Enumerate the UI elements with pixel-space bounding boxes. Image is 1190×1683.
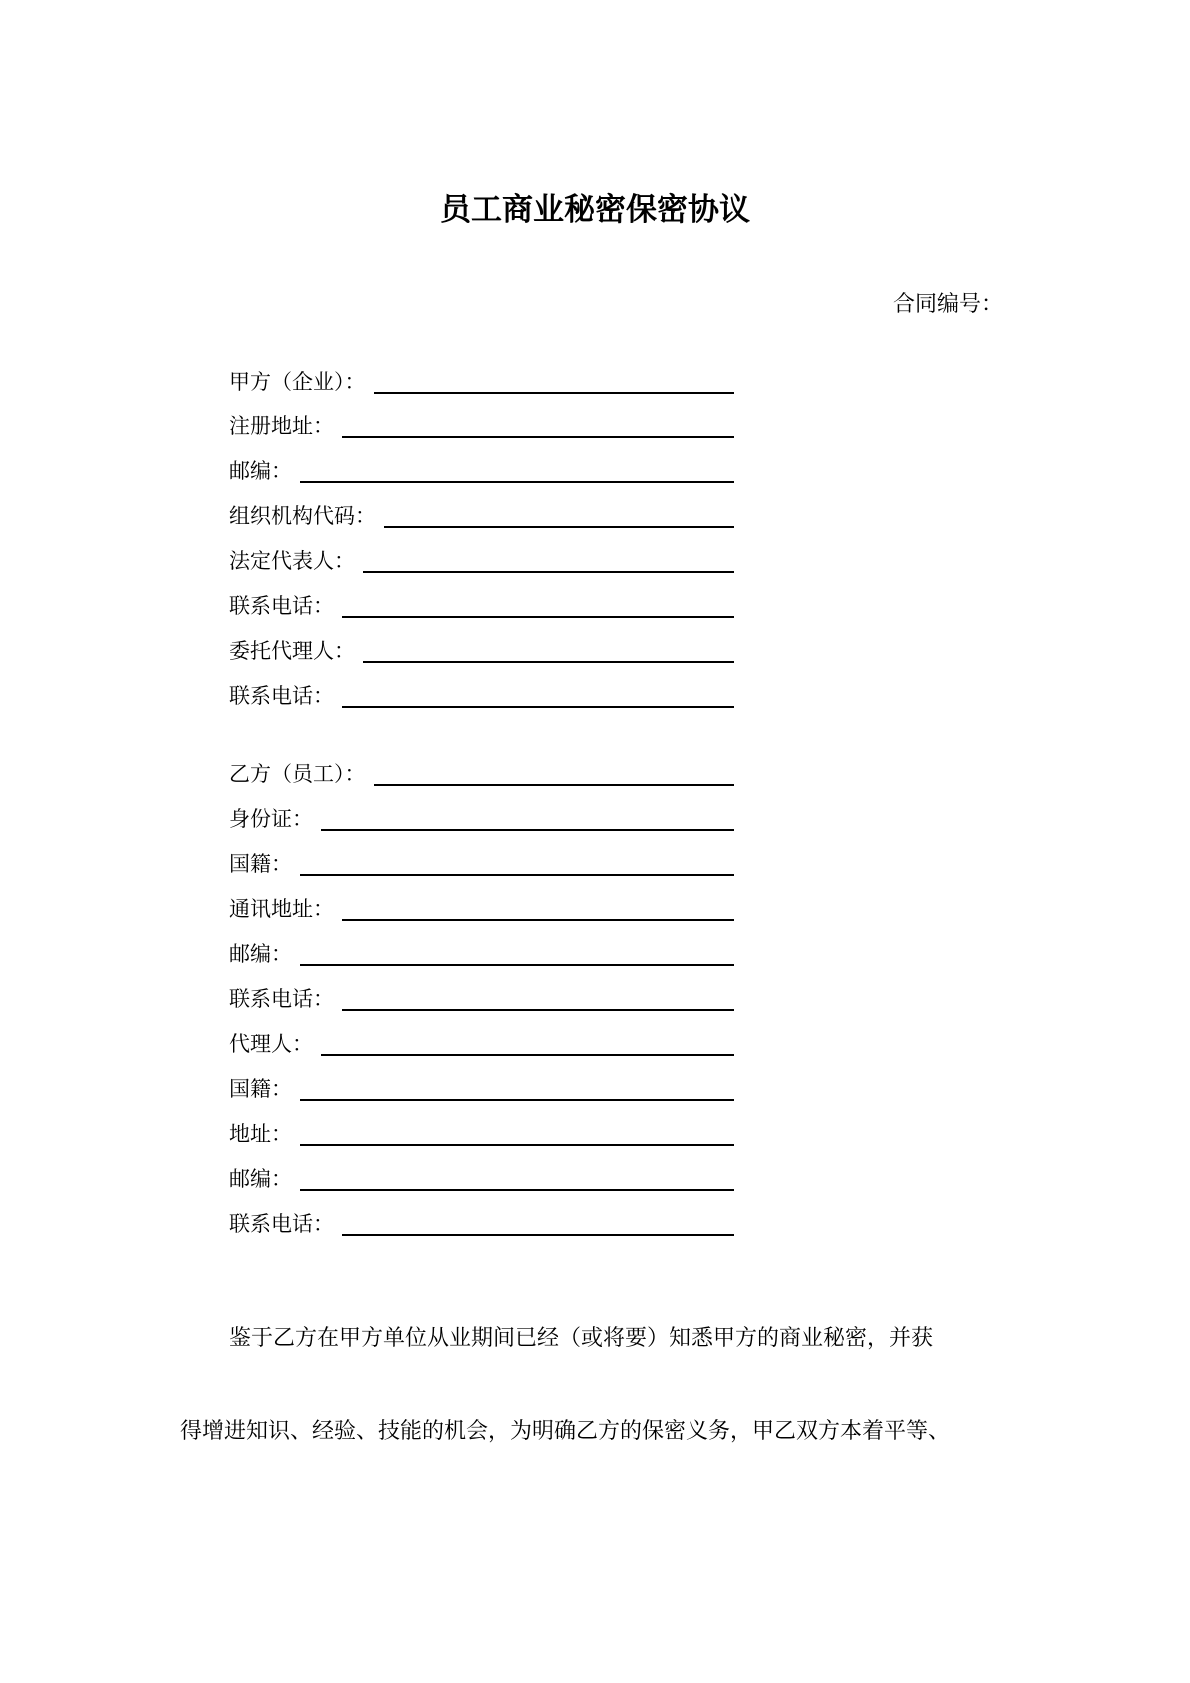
party-b-agent-postcode-blank[interactable] — [300, 1165, 734, 1191]
field-label: 代理人： — [229, 1032, 313, 1056]
field-label: 联系电话： — [229, 987, 334, 1011]
party-a-postcode-blank[interactable] — [300, 457, 734, 483]
field-label: 甲方（企业）： — [229, 370, 366, 394]
party-b-postcode-field — [229, 939, 734, 969]
party-a-registered-address-field — [229, 411, 734, 441]
party-a-org-code-field — [229, 501, 734, 531]
field-label: 注册地址： — [229, 414, 334, 438]
party-b-name-blank[interactable] — [374, 760, 735, 786]
preamble-line-1: 鉴于乙方在甲方单位从业期间已经（或将要）知悉甲方的商业秘密，并获 — [229, 1326, 934, 1351]
field-label: 联系电话： — [229, 1212, 334, 1236]
party-a-agent-phone-blank[interactable] — [342, 682, 734, 708]
party-b-id-card-field — [229, 804, 734, 834]
field-label: 法定代表人： — [229, 549, 355, 573]
field-label: 身份证： — [229, 807, 313, 831]
party-a-phone-field — [229, 591, 734, 621]
party-a-registered-address-blank[interactable] — [342, 412, 734, 438]
party-b-name-field — [229, 759, 734, 789]
party-b-id-card-blank[interactable] — [321, 805, 734, 831]
field-label: 联系电话： — [229, 594, 334, 618]
party-b-agent-postcode-field — [229, 1164, 734, 1194]
field-label: 国籍： — [229, 1077, 292, 1101]
document-title: 员工商业秘密保密协议 — [440, 192, 750, 228]
field-label: 通讯地址： — [229, 897, 334, 921]
field-label: 乙方（员工）： — [229, 762, 366, 786]
party-a-name-field — [229, 367, 734, 397]
party-b-phone-field — [229, 984, 734, 1014]
party-b-mailing-address-field — [229, 894, 734, 924]
party-a-legal-rep-field — [229, 546, 734, 576]
party-b-agent-phone-field — [229, 1209, 734, 1239]
party-a-org-code-blank[interactable] — [384, 502, 734, 528]
field-label: 邮编： — [229, 459, 292, 483]
party-b-postcode-blank[interactable] — [300, 940, 734, 966]
party-a-name-blank[interactable] — [374, 368, 735, 394]
field-label: 委托代理人： — [229, 639, 355, 663]
party-b-mailing-address-blank[interactable] — [342, 895, 734, 921]
party-a-agent-phone-field — [229, 681, 734, 711]
contract-number-label: 合同编号： — [893, 292, 1004, 317]
party-b-agent-blank[interactable] — [321, 1030, 734, 1056]
party-a-agent-field — [229, 636, 734, 666]
party-b-agent-nationality-blank[interactable] — [300, 1075, 734, 1101]
field-label: 地址： — [229, 1122, 292, 1146]
field-label: 组织机构代码： — [229, 504, 376, 528]
field-label: 邮编： — [229, 1167, 292, 1191]
party-a-legal-rep-blank[interactable] — [363, 547, 734, 573]
field-label: 联系电话： — [229, 684, 334, 708]
party-a-agent-blank[interactable] — [363, 637, 734, 663]
party-a-phone-blank[interactable] — [342, 592, 734, 618]
field-label: 国籍： — [229, 852, 292, 876]
party-b-nationality-blank[interactable] — [300, 850, 734, 876]
party-b-agent-address-field — [229, 1119, 734, 1149]
party-b-agent-nationality-field — [229, 1074, 734, 1104]
party-b-agent-address-blank[interactable] — [300, 1120, 734, 1146]
preamble-line-2: 得增进知识、经验、技能的机会，为明确乙方的保密义务，甲乙双方本着平等、 — [180, 1419, 951, 1444]
party-b-agent-field — [229, 1029, 734, 1059]
party-a-postcode-field — [229, 456, 734, 486]
party-b-phone-blank[interactable] — [342, 985, 734, 1011]
party-b-nationality-field — [229, 849, 734, 879]
party-b-agent-phone-blank[interactable] — [342, 1210, 734, 1236]
field-label: 邮编： — [229, 942, 292, 966]
